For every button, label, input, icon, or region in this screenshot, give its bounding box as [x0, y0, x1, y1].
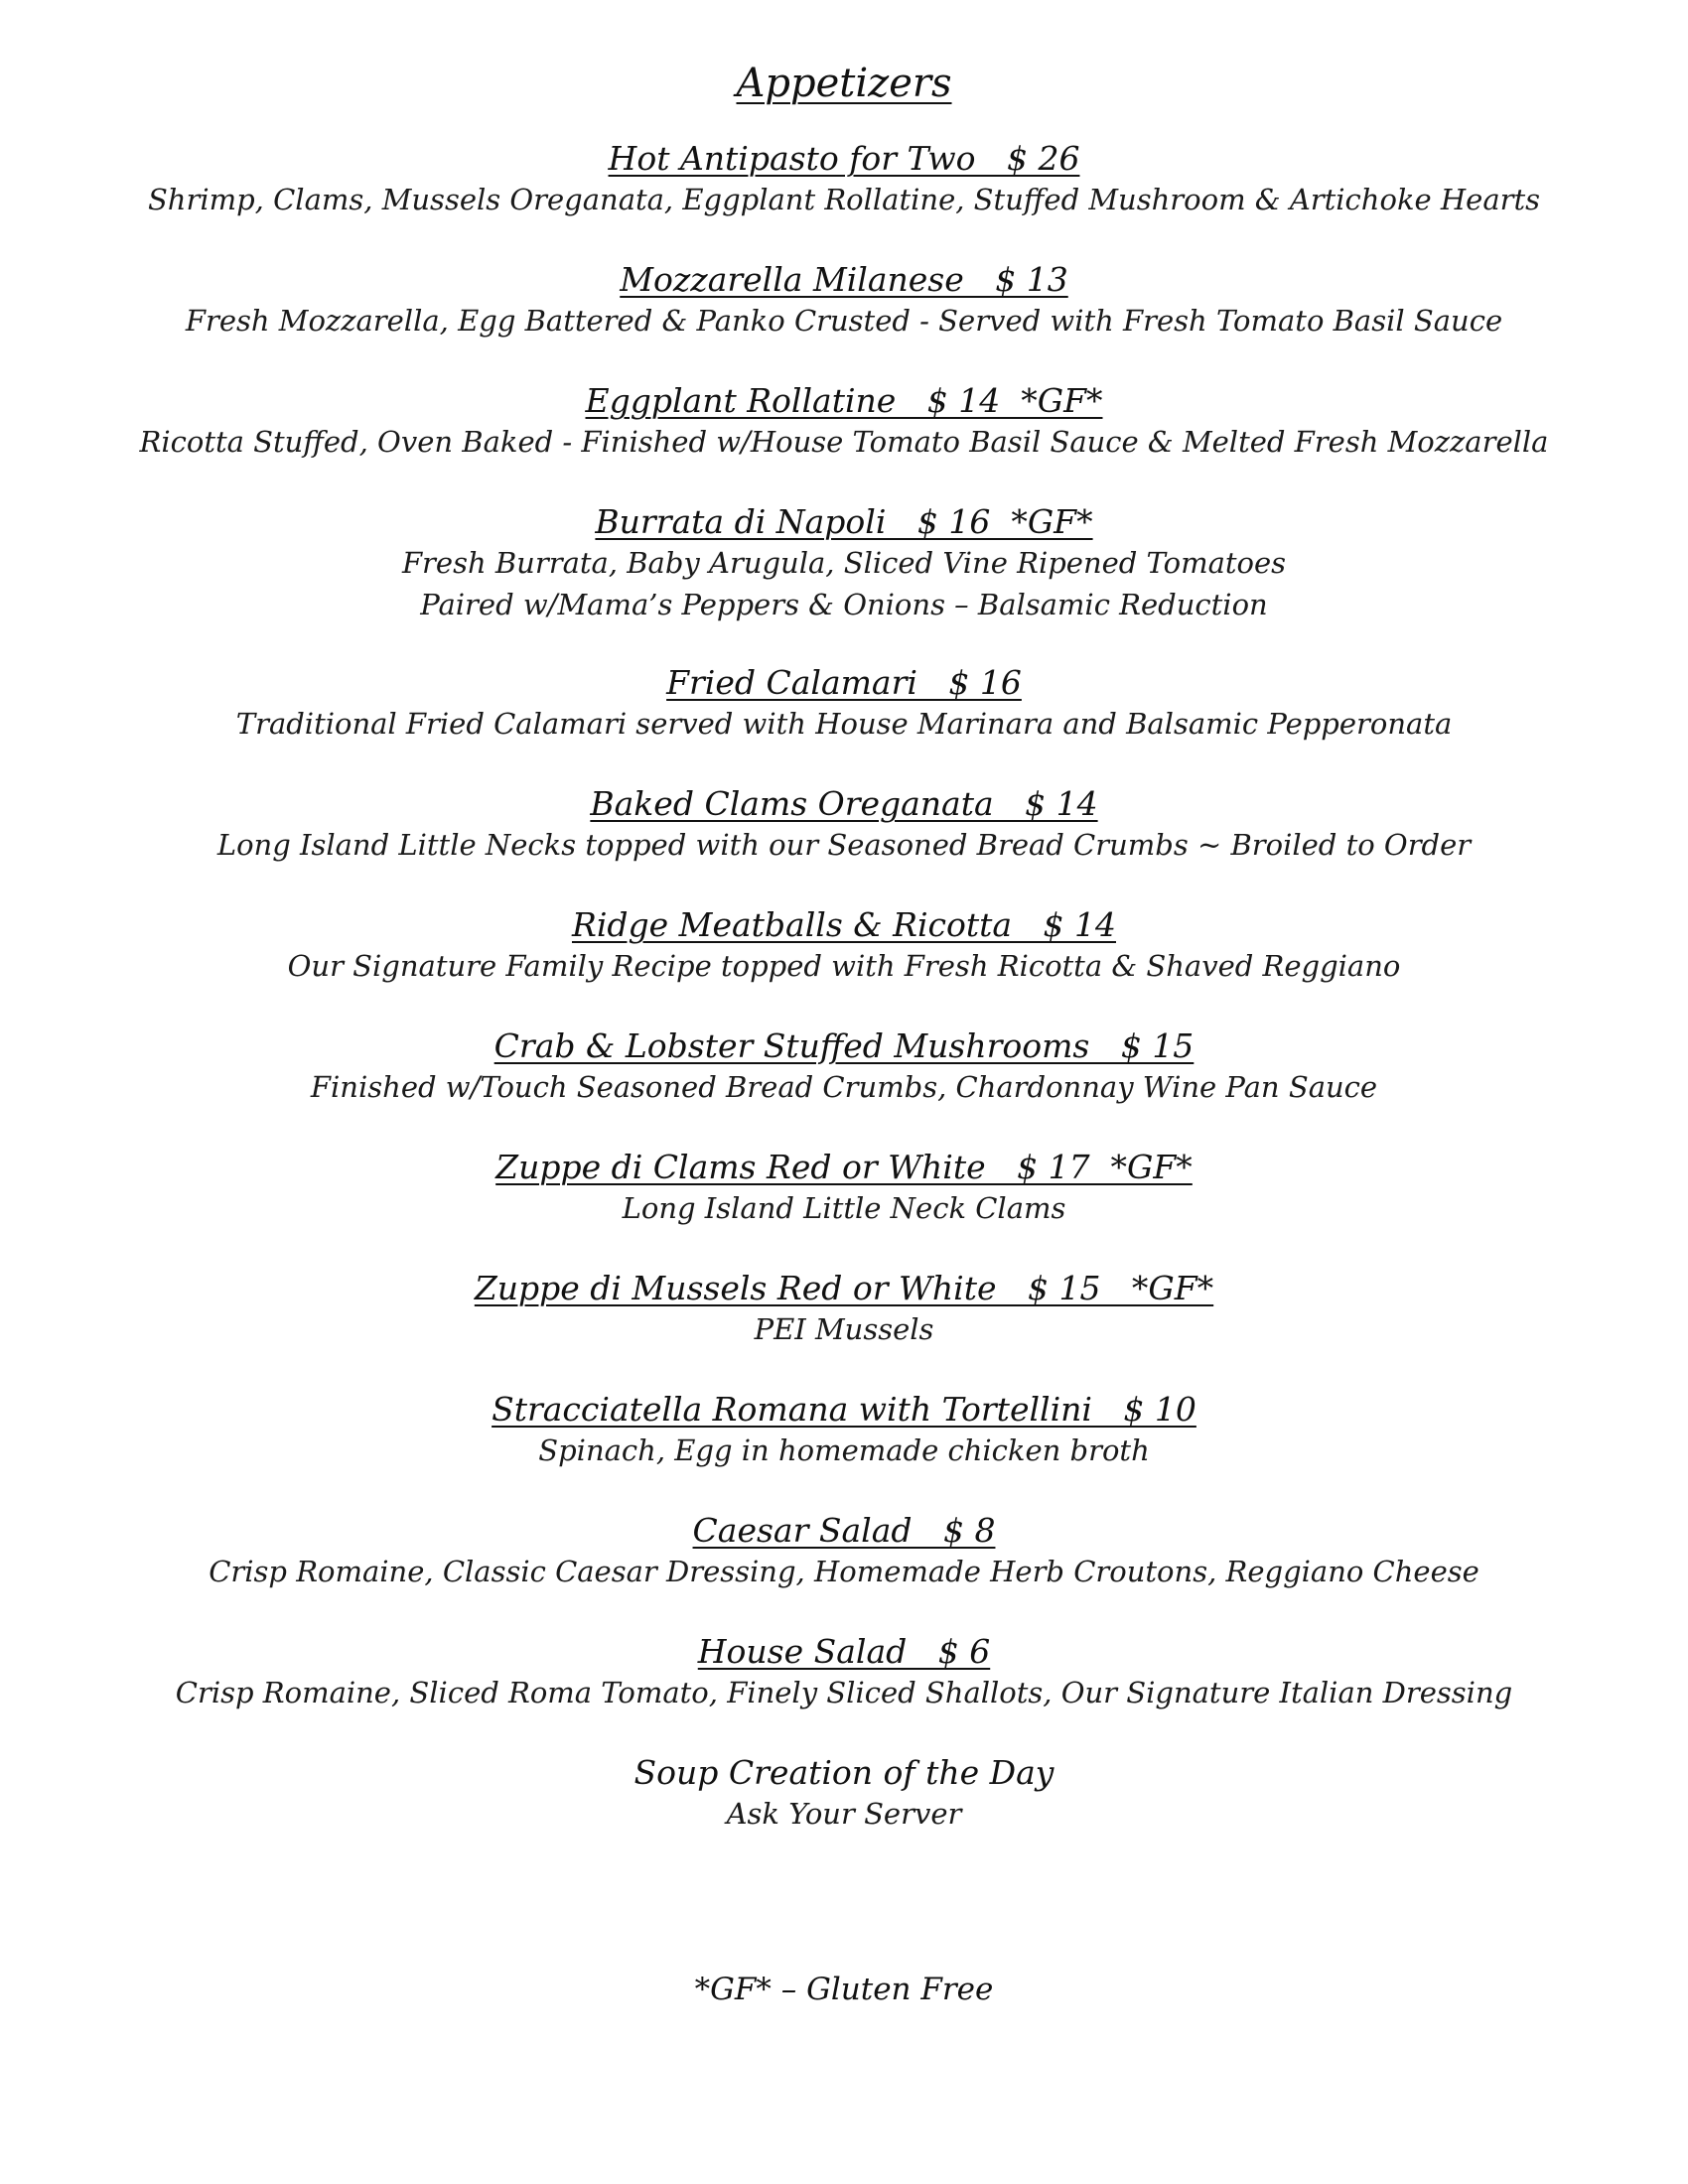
- item-description: Long Island Little Necks topped with our Seasoned Bread Crumbs ~ Broiled to Order: [216, 828, 1472, 862]
- menu-item-soup-of-the-day: [0, 1753, 1688, 1835]
- item-title: Ridge Meatballs & Ricotta $ 14: [571, 905, 1116, 944]
- menu-item-zuppe-clams: [0, 1148, 1688, 1229]
- item-description: Our Signature Family Recipe topped with Fresh Ricotta & Shaved Reggiano: [287, 949, 1401, 983]
- menu-item-hot-antipasto: [0, 139, 1688, 220]
- menu-item-caesar-salad: [0, 1511, 1688, 1592]
- item-title: Fried Calamari $ 16: [666, 663, 1022, 702]
- menu-item-mozzarella-milanese: [0, 260, 1688, 341]
- item-title: Hot Antipasto for Two $ 26: [608, 139, 1080, 178]
- item-title: House Salad $ 6: [697, 1632, 991, 1671]
- menu-item-fried-calamari: [0, 663, 1688, 745]
- item-title: Mozzarella Milanese $ 13: [620, 260, 1068, 299]
- menu-item-baked-clams: [0, 784, 1688, 866]
- item-description: Spinach, Egg in homemade chicken broth: [538, 1433, 1150, 1467]
- item-title: Zuppe di Mussels Red or White $ 15 *GF*: [474, 1269, 1214, 1307]
- item-title: Stracciatella Romana with Tortellini $ 10: [492, 1390, 1196, 1429]
- menu-item-zuppe-mussels: [0, 1269, 1688, 1350]
- menu-item-burrata-di-napoli: [0, 502, 1688, 625]
- menu-title: Appetizers: [736, 61, 952, 106]
- menu-item-eggplant-rollatine: [0, 381, 1688, 463]
- item-title: Eggplant Rollatine $ 14 *GF*: [585, 381, 1103, 420]
- item-description: Finished w/Touch Seasoned Bread Crumbs, Chardonnay Wine Pan Sauce: [310, 1070, 1378, 1104]
- gluten-free-footnote: *GF* – Gluten Free: [694, 1972, 994, 2007]
- item-description: Crisp Romaine, Sliced Roma Tomato, Finely Sliced Shallots, Our Signature Italian Dressing: [175, 1676, 1513, 1709]
- item-description: Crisp Romaine, Classic Caesar Dressing, Homemade Herb Croutons, Reggiano Cheese: [209, 1555, 1479, 1588]
- menu-item-stuffed-mushrooms: [0, 1026, 1688, 1108]
- item-description: PEI Mussels: [754, 1312, 934, 1346]
- item-description: Shrimp, Clams, Mussels Oreganata, Eggplant Rollatine, Stuffed Mushroom & Artichoke Hearts: [147, 183, 1541, 216]
- item-title: Zuppe di Clams Red or White $ 17 *GF*: [495, 1148, 1193, 1186]
- item-description: Ricotta Stuffed, Oven Baked - Finished w/House Tomato Basil Sauce & Melted Fresh Mozzarella: [139, 425, 1549, 459]
- item-description: Ask Your Server: [726, 1797, 962, 1831]
- item-title: Caesar Salad $ 8: [692, 1511, 996, 1550]
- item-title: Crab & Lobster Stuffed Mushrooms $ 15: [493, 1026, 1195, 1065]
- item-description: Paired w/Mama’s Peppers & Onions – Balsamic Reduction: [420, 588, 1268, 621]
- item-title: Burrata di Napoli $ 16 *GF*: [595, 502, 1093, 541]
- menu-item-ridge-meatballs: [0, 905, 1688, 987]
- menu-item-house-salad: [0, 1632, 1688, 1713]
- item-description: Traditional Fried Calamari served with House Marinara and Balsamic Pepperonata: [235, 707, 1453, 741]
- item-title: Baked Clams Oreganata $ 14: [590, 784, 1098, 823]
- item-description: Fresh Burrata, Baby Arugula, Sliced Vine Ripened Tomatoes: [401, 546, 1287, 580]
- item-description: Fresh Mozzarella, Egg Battered & Panko Crusted - Served with Fresh Tomato Basil Sauce: [185, 304, 1503, 338]
- item-description: Long Island Little Neck Clams: [622, 1191, 1066, 1225]
- item-title: Soup Creation of the Day: [633, 1753, 1055, 1792]
- menu-item-stracciatella: [0, 1390, 1688, 1471]
